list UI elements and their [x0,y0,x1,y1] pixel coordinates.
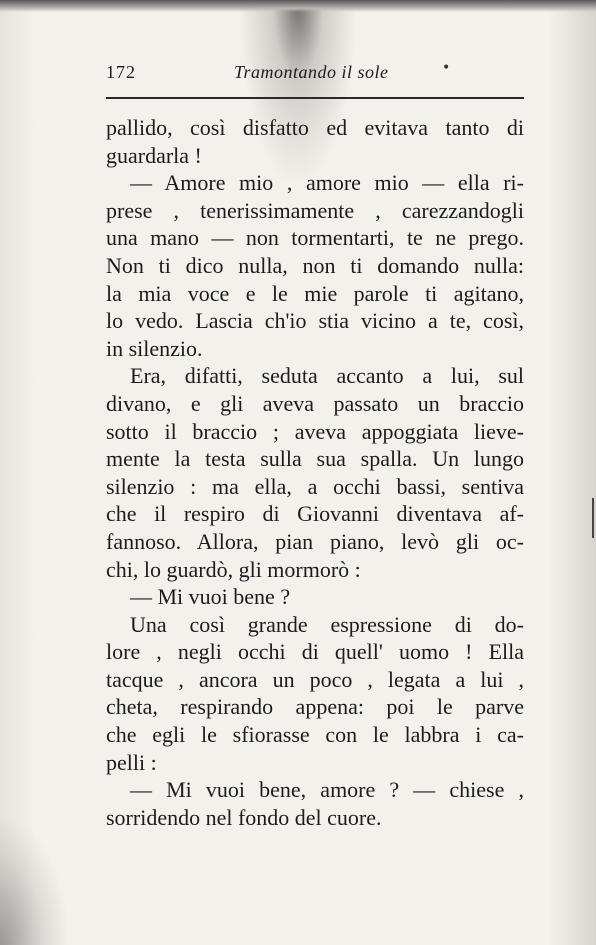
text-line: la mia voce e le mie parole ti agitano, [106,280,524,306]
text-line: divano, e gli aveva passato un braccio [106,390,524,416]
text-line: Una così grande espressione di do- [130,611,524,637]
header-rule [106,97,524,99]
text-line: silenzio : ma ella, a occhi bassi, sentiva [106,473,524,499]
page-edge-mark [592,498,594,538]
text-line: prese , tenerissimamente , carezzandogli [106,197,524,223]
page-number: 172 [106,62,136,82]
text-line: che egli le sfiorasse con le labbra i ca- [106,722,524,748]
page-top-shadow [0,0,596,12]
text-line: sotto il braccio ; aveva appoggiata lieve- [106,418,524,444]
text-line: Non ti dico nulla, non ti domando nulla: [106,252,524,278]
text-line: — Amore mio , amore mio — ella ri- [130,170,524,196]
text-line: sorridendo nel fondo del cuore. [106,804,382,830]
header-ink-mark: • [442,60,451,76]
text-line: mente la testa sulla sua spalla. Un lungo [106,446,524,472]
text-line: chi, lo guardò, gli mormorò : [106,556,361,582]
body-text [106,114,524,831]
text-line: lore , negli occhi di quell' uomo ! Ella [106,639,524,665]
text-line: guardarla ! [106,142,202,168]
running-title: Tramontando il sole [234,62,389,82]
page-corner-smudge [0,815,70,945]
text-line: tacque , ancora un poco , legata a lui , [106,666,524,692]
text-line: — Mi vuoi bene, amore ? — chiese , [130,777,524,803]
text-line: pelli : [106,749,157,775]
text-line: in silenzio. [106,335,203,361]
text-line: pallido, così disfatto ed evitava tanto di [106,115,524,140]
text-line: che il respiro di Giovanni diventava af- [106,501,524,527]
text-line: lo vedo. Lascia ch'io stia vicino a te, così, [106,308,524,334]
text-line: cheta, respirando appena: poi le parve [106,694,524,720]
text-line: fannoso. Allora, pian piano, levò gli oc- [106,528,524,554]
text-line: Era, difatti, seduta accanto a lui, sul [130,363,524,389]
text-line: una mano — non tormentarti, te ne prego. [106,225,524,251]
text-line: — Mi vuoi bene ? [130,584,291,610]
page-header [106,62,524,88]
